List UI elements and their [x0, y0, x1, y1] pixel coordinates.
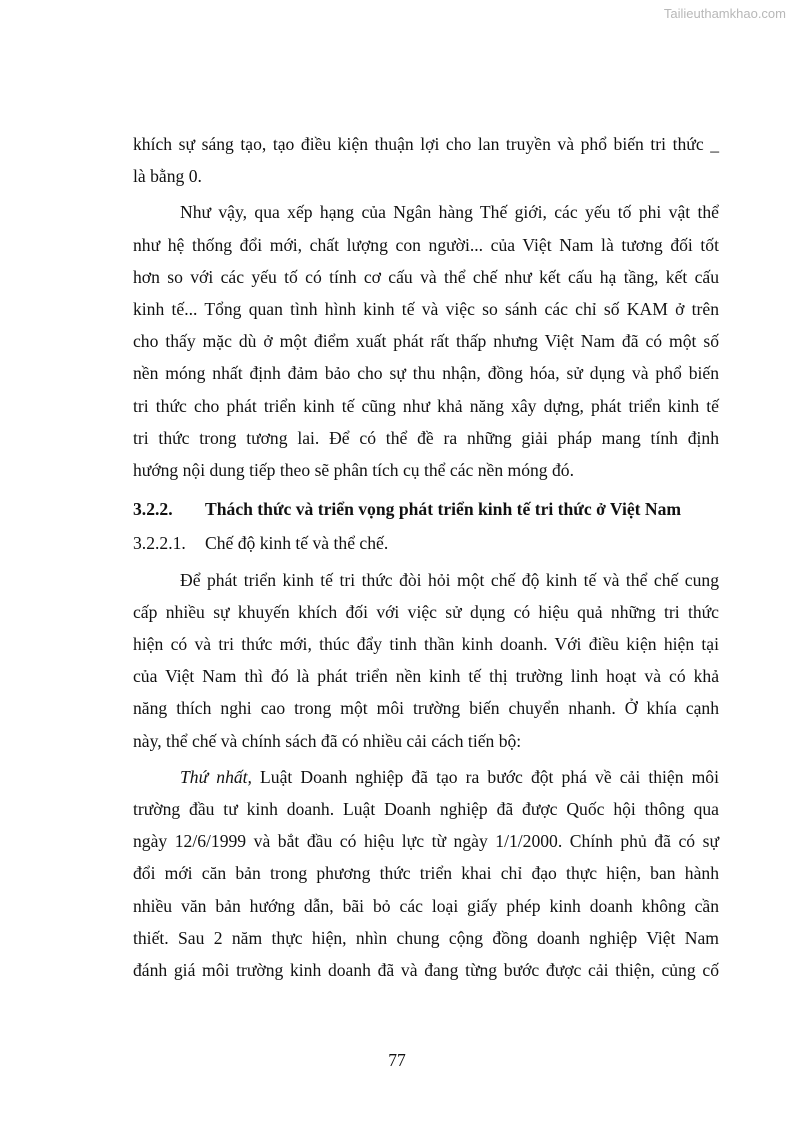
text-line: hơn so với các yếu tố có tính cơ cấu và thể chế như kết cấu hạ tầng, kết cấu	[133, 266, 719, 287]
text-line: cho thấy mặc dù ở một điểm xuất phát rất thấp nhưng Việt Nam đã có một số	[133, 331, 719, 352]
text-line: khích sự sáng tạo, tạo điều kiện thuận lợi cho lan truyền và phổ biến tri thức _	[133, 134, 719, 154]
text-line: kinh tế... Tổng quan tình hình kinh tế và việc so sánh các chỉ số KAM ở trên	[133, 299, 719, 320]
section-title: Thách thức và triển vọng phát triển kinh tế tri thức ở Việt Nam	[205, 499, 682, 520]
paragraph-3	[133, 564, 719, 757]
text-line: đánh giá môi trường kinh doanh đã và đang từng bước được cải thiện, củng cố	[133, 960, 719, 981]
text-line: này, thể chế và chính sách đã có nhiều cải cách tiến bộ:	[133, 730, 522, 751]
emphasis-lead: Thứ nhất,	[180, 766, 252, 787]
text-line: cấp nhiều sự khuyến khích đối với việc sử dụng có hiệu quả những tri thức	[133, 601, 719, 622]
text-line: hướng nội dung tiếp theo sẽ phân tích cụ thể các nền móng đó.	[133, 460, 574, 481]
text-fragment: Luật Doanh nghiệp đã tạo ra bước đột phá về cải thiện môi	[251, 766, 719, 787]
paragraph-4	[133, 761, 719, 986]
text-line: nền móng nhất định đảm bảo cho sự thu nhận, đồng hóa, sử dụng và phổ biến	[133, 363, 719, 384]
section-heading	[133, 493, 719, 525]
text-line: của Việt Nam thì đó là phát triển nền kinh tế thị trường linh hoạt và có khả	[133, 666, 719, 687]
text-line: nhiều văn bản hướng dẫn, bãi bỏ các loại giấy phép kinh doanh không cần	[133, 895, 719, 916]
page-body	[133, 128, 719, 986]
text-line	[133, 761, 719, 793]
text-line: Như vậy, qua xếp hạng của Ngân hàng Thế giới, các yếu tố phi vật thể	[180, 202, 719, 223]
text-line: ngày 12/6/1999 và bắt đầu có hiệu lực từ ngày 1/1/2000. Chính phủ đã có sự	[133, 831, 719, 852]
text-line: tri thức trong tương lai. Để có thể đề ra những giải pháp mang tính định	[133, 427, 719, 448]
page-number: 77	[388, 1050, 406, 1070]
text-line: là bằng 0.	[133, 166, 202, 187]
text-line: thiết. Sau 2 năm thực hiện, nhìn chung cộng đồng doanh nghiệp Việt Nam	[133, 927, 719, 948]
text-line: Để phát triển kinh tế tri thức đòi hỏi một chế độ kinh tế và thể chế cung	[180, 569, 719, 590]
paragraph-1	[133, 128, 719, 192]
text-line: trường đầu tư kinh doanh. Luật Doanh nghiệp đã được Quốc hội thông qua	[133, 799, 719, 820]
text-line: tri thức cho phát triển kinh tế cũng như khả năng xây dựng, phát triển kinh tế	[133, 395, 719, 416]
paragraph-2	[133, 196, 719, 486]
subsection-heading	[133, 527, 719, 559]
subsection-title: Chế độ kinh tế và thể chế.	[205, 533, 389, 554]
subsection-number: 3.2.2.1.	[133, 533, 186, 554]
text-line: như hệ thống đổi mới, chất lượng con người... của Việt Nam là tương đối tốt	[133, 234, 719, 255]
watermark: Tailieuthamkhao.com	[663, 6, 786, 21]
text-line: hiện có và tri thức mới, thúc đẩy tinh thần kinh doanh. Với điều kiện hiện tại	[133, 634, 719, 655]
text-line: đổi mới căn bản trong phương thức triển khai chỉ đạo thực hiện, ban hành	[133, 863, 719, 884]
text-line: năng thích nghi cao trong một môi trường biến chuyển nhanh. Ở khía cạnh	[133, 698, 719, 719]
section-number: 3.2.2.	[133, 499, 173, 520]
